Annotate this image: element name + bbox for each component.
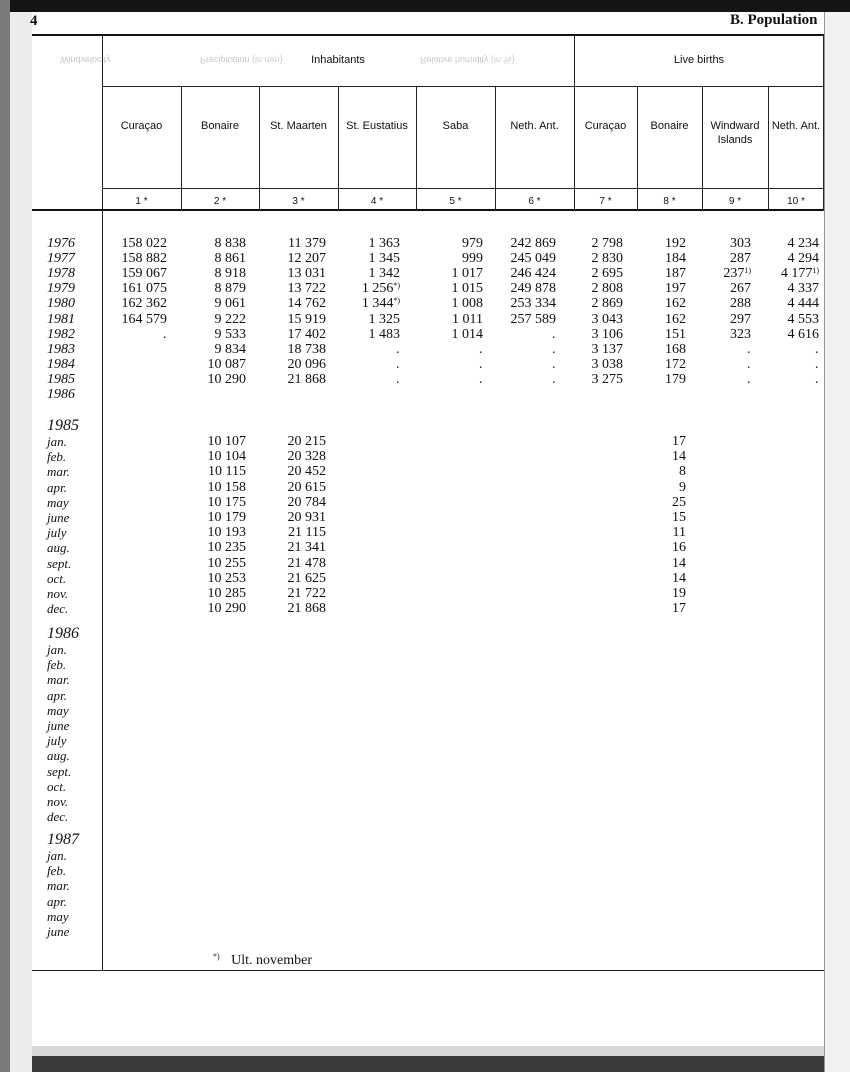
month-label: dec. xyxy=(47,601,69,617)
column-header: Bonaire xyxy=(201,120,239,132)
missing-marker: . xyxy=(479,341,483,357)
table-cell: 10 175 xyxy=(207,494,246,510)
table-cell: 162 362 xyxy=(121,296,167,312)
table-cell: 2 695 xyxy=(591,266,623,282)
table-cell: 9 xyxy=(679,479,686,495)
table-cell: 323 xyxy=(730,326,751,342)
month-label: sept. xyxy=(47,763,72,779)
table-cell: 4 444 xyxy=(787,296,819,312)
table-cell: 197 xyxy=(665,281,686,297)
year-label: 1983 xyxy=(47,341,75,357)
table-cell: 184 xyxy=(665,251,686,267)
year-label: 1976 xyxy=(47,236,75,251)
table-cell: 159 067 xyxy=(121,266,167,282)
table-cell: 1 345 xyxy=(368,251,400,267)
table-cell: 161 075 xyxy=(121,281,167,297)
year-label: 1986 xyxy=(47,387,75,402)
table-cell: 4 177$^{1)}$ xyxy=(780,266,819,282)
month-label: may xyxy=(47,702,69,718)
table-cell: 151 xyxy=(665,326,686,342)
table-cell: 9 061 xyxy=(214,296,246,312)
table-cell: 19 xyxy=(672,586,686,601)
footnote-mark: *) xyxy=(213,952,220,961)
table-cell: 21 341 xyxy=(287,540,326,556)
table-cell: 14 xyxy=(672,570,686,586)
month-label: jan. xyxy=(47,434,67,449)
table-cell: 1 256*) xyxy=(361,281,400,297)
year-label: 1977 xyxy=(47,251,75,267)
month-label: feb. xyxy=(47,657,67,673)
col-divider xyxy=(495,87,496,209)
table-cell: 8 xyxy=(679,464,686,480)
table-cell: 1 015 xyxy=(451,281,483,297)
year-label: 1979 xyxy=(47,281,75,297)
table-bottom-rule xyxy=(32,970,824,971)
table-cell: 10 253 xyxy=(207,570,246,586)
month-label: july xyxy=(47,733,67,749)
month-label: aug. xyxy=(47,540,70,556)
col-divider xyxy=(768,87,769,209)
section-title: B. Population xyxy=(730,12,818,28)
table-cell: 1 483 xyxy=(368,326,400,342)
table-cell: 3 043 xyxy=(591,311,623,327)
scan-bottom-border xyxy=(0,1056,850,1072)
group-live-births: Live births xyxy=(673,54,725,66)
month-label: apr. xyxy=(47,687,67,703)
table-cell: 172 xyxy=(665,356,686,372)
table-cell: 17 402 xyxy=(287,326,326,342)
year-label: 1981 xyxy=(47,311,75,327)
table-cell: 20 328 xyxy=(287,449,326,465)
missing-marker: . xyxy=(815,371,819,387)
scan-right-edge xyxy=(824,12,850,1072)
column-header: Curaçao xyxy=(120,120,163,132)
year-label: 1985 xyxy=(47,371,75,387)
column-number: 2 * xyxy=(213,196,227,207)
table-cell: 4 234 xyxy=(787,236,819,251)
table-cell: 10 104 xyxy=(207,449,246,465)
table-cell: 297 xyxy=(730,311,751,327)
table-cell: 237$^{1)}$ xyxy=(723,266,751,282)
table-cell: 10 290 xyxy=(207,371,246,387)
month-label: oct. xyxy=(47,778,67,794)
table-cell: 14 762 xyxy=(287,296,326,312)
table-cell: 2 869 xyxy=(591,296,623,312)
table-cell: 1 008 xyxy=(451,296,483,312)
scan-top-border xyxy=(0,0,850,12)
table-cell: 2 798 xyxy=(591,236,623,251)
table-cell: 15 xyxy=(672,510,686,525)
table-cell: 15 919 xyxy=(287,311,326,327)
table-cell: 25 xyxy=(672,494,686,510)
table-cell: 10 290 xyxy=(207,601,246,617)
table-cell: 8 918 xyxy=(214,266,246,282)
table-cell: 16 xyxy=(672,540,686,556)
table-cell: 168 xyxy=(665,341,686,357)
missing-marker: . xyxy=(552,341,556,357)
table-cell: 9 834 xyxy=(214,341,246,357)
month-label: jan. xyxy=(47,642,67,657)
table-cell: 1 342 xyxy=(368,266,400,282)
month-label: july xyxy=(47,525,67,541)
table-cell: 10 158 xyxy=(207,479,246,495)
table-cell: 1 325 xyxy=(368,311,400,327)
col-divider xyxy=(637,87,638,209)
column-number: 3 * xyxy=(292,196,305,207)
month-label: mar. xyxy=(47,878,70,894)
table-cell: 253 334 xyxy=(510,296,556,312)
table-cell: 8 861 xyxy=(214,251,246,267)
scan-left-shadow xyxy=(10,12,32,1072)
month-label: apr. xyxy=(47,479,67,495)
table-cell: 2 830 xyxy=(591,251,623,267)
month-label: sept. xyxy=(47,555,72,571)
missing-marker: . xyxy=(396,341,400,357)
month-label: nov. xyxy=(47,794,69,809)
month-label: nov. xyxy=(47,586,69,601)
table-cell: 10 087 xyxy=(207,356,246,372)
table-cell: 8 838 xyxy=(214,236,246,251)
table-cell: 20 452 xyxy=(287,464,326,480)
year-label: 1978 xyxy=(47,266,75,282)
table-cell: 10 255 xyxy=(207,555,246,571)
column-header: Neth. Ant. xyxy=(510,120,559,132)
missing-marker: . xyxy=(396,371,400,387)
table-cell: 10 193 xyxy=(207,525,246,541)
column-number: 8 * xyxy=(663,196,676,207)
block-year: 1987 xyxy=(47,831,79,848)
missing-marker: . xyxy=(163,326,167,342)
table-cell: 10 115 xyxy=(208,464,246,480)
missing-marker: . xyxy=(747,356,751,372)
table-cell: 192 xyxy=(665,236,686,251)
month-label: may xyxy=(47,494,69,510)
table-cell: 158 882 xyxy=(121,251,167,267)
column-number: 1 * xyxy=(135,196,148,207)
group-inhabitants: Inhabitants xyxy=(311,54,365,66)
table-cell: 287 xyxy=(730,251,751,267)
col-divider xyxy=(338,87,339,209)
month-label: dec. xyxy=(47,809,69,825)
table-cell: 1 344*) xyxy=(361,296,400,312)
month-label: feb. xyxy=(47,449,67,465)
table-cell: 10 107 xyxy=(207,434,246,449)
table-cell: 303 xyxy=(730,236,751,251)
month-label: jan. xyxy=(47,848,67,863)
table-cell: 11 379 xyxy=(288,236,326,251)
col-divider xyxy=(181,87,182,209)
group-header-rule xyxy=(102,86,824,87)
month-label: mar. xyxy=(47,464,70,480)
bleed-through-text: Windvelocity xyxy=(60,55,111,65)
missing-marker: . xyxy=(815,341,819,357)
missing-marker: . xyxy=(747,371,751,387)
col-divider xyxy=(416,87,417,209)
column-header: Curaçao xyxy=(584,120,627,132)
table-cell: 17 xyxy=(672,434,686,449)
table-cell: 21 868 xyxy=(287,371,326,387)
table-cell: 9 533 xyxy=(214,326,246,342)
table-cell: 158 022 xyxy=(121,236,167,251)
block-year: 1985 xyxy=(47,417,79,434)
bleed-through-text: Precipitation (in mm) xyxy=(200,55,283,65)
month-label: june xyxy=(47,718,70,733)
table-cell: 1 363 xyxy=(368,236,400,251)
column-header: Neth. Ant. xyxy=(771,120,821,132)
table-cell: 21 625 xyxy=(287,570,326,586)
column-header: St. Eustatius xyxy=(346,120,408,132)
table-cell: 10 235 xyxy=(207,540,246,556)
year-label: 1982 xyxy=(47,326,75,342)
table-cell: 21 478 xyxy=(287,555,326,571)
colno-rule-top xyxy=(102,188,824,189)
table-cell: 12 207 xyxy=(287,251,326,267)
table-cell: 162 xyxy=(665,296,686,312)
footnote xyxy=(213,953,312,969)
table-cell: 1 017 xyxy=(451,266,483,282)
table-cell: 4 294 xyxy=(787,251,819,267)
column-header: Saba xyxy=(442,120,469,132)
table-cell: 10 179 xyxy=(207,510,246,525)
month-label: june xyxy=(47,924,70,939)
table-cell: 21 115 xyxy=(288,525,326,541)
missing-marker: . xyxy=(552,326,556,342)
column-number: 4 * xyxy=(370,196,384,207)
column-number: 10 * xyxy=(787,196,805,207)
table-cell: 257 589 xyxy=(510,311,556,327)
table-cell: 162 xyxy=(665,311,686,327)
missing-marker: . xyxy=(815,356,819,372)
column-number: 6 * xyxy=(528,196,541,207)
month-label: feb. xyxy=(47,863,67,879)
table-cell: 20 931 xyxy=(287,510,326,525)
footnote-ref: *) xyxy=(393,296,400,306)
table-cell: 3 137 xyxy=(591,341,623,357)
table-cell: 14 xyxy=(672,555,686,571)
missing-marker: . xyxy=(479,371,483,387)
missing-marker: . xyxy=(479,356,483,372)
table-cell: 4 337 xyxy=(787,281,819,297)
month-label: mar. xyxy=(47,672,70,688)
table-cell: 14 xyxy=(672,449,686,465)
table-cell: 17 xyxy=(672,601,686,617)
year-label: 1980 xyxy=(47,296,75,312)
column-header: Bonaire xyxy=(650,120,689,132)
table-cell: 20 784 xyxy=(287,494,326,510)
missing-marker: . xyxy=(747,341,751,357)
table-cell: 1 011 xyxy=(452,311,483,327)
table-cell: 3 038 xyxy=(591,356,623,372)
table-cell: 20 215 xyxy=(287,434,326,449)
table-cell: 288 xyxy=(730,296,751,312)
table-cell: 979 xyxy=(462,236,483,251)
table-cell: 13 031 xyxy=(287,266,326,282)
missing-marker: . xyxy=(552,356,556,372)
month-label: may xyxy=(47,908,69,924)
table-cell: 4 616 xyxy=(787,326,819,342)
scan-left-border xyxy=(0,0,10,1072)
table-cell: 9 222 xyxy=(214,311,246,327)
bleed-through-text: Relative humidity (in %) xyxy=(420,55,515,65)
table-top-rule xyxy=(32,34,824,36)
table-cell: 20 615 xyxy=(287,479,326,495)
table-cell: 4 553 xyxy=(787,311,819,327)
table-cell: 164 579 xyxy=(121,311,167,327)
column-number: 5 * xyxy=(449,196,462,207)
table-cell: 1 014 xyxy=(451,326,483,342)
table-cell: 3 275 xyxy=(591,371,623,387)
column-header: Windward Islands xyxy=(710,120,760,146)
month-label: apr. xyxy=(47,893,67,909)
col-divider xyxy=(259,87,260,209)
table-cell: 21 722 xyxy=(287,586,326,601)
scan-bottom-shadow xyxy=(0,1046,850,1056)
table-cell: 11 xyxy=(672,525,686,541)
table-cell: 187 xyxy=(665,266,686,282)
footnote-ref: 1) xyxy=(744,266,751,276)
table-cell: 20 096 xyxy=(287,356,326,372)
table-cell: 13 722 xyxy=(287,281,326,297)
table-cell: 999 xyxy=(462,251,483,267)
footnote-text: Ult. november xyxy=(231,953,313,968)
table-cell: 3 106 xyxy=(591,326,623,342)
table-cell: 8 879 xyxy=(214,281,246,297)
table-cell: 246 424 xyxy=(510,266,556,282)
col-divider xyxy=(102,35,103,970)
table-cell: 2 808 xyxy=(591,281,623,297)
table-cell: 10 285 xyxy=(207,586,246,601)
table-cell: 242 869 xyxy=(510,236,556,251)
month-label: oct. xyxy=(47,570,67,586)
block-year: 1986 xyxy=(47,625,79,642)
missing-marker: . xyxy=(396,356,400,372)
column-header: St. Maarten xyxy=(270,120,327,132)
table-cell: 267 xyxy=(730,281,751,297)
column-number: 7 * xyxy=(599,196,612,207)
table-cell: 245 049 xyxy=(510,251,556,267)
missing-marker: . xyxy=(552,371,556,387)
col-divider xyxy=(702,87,703,209)
page-number: 4 xyxy=(30,13,38,29)
table-cell: 18 738 xyxy=(287,341,326,357)
column-number: 9 * xyxy=(728,196,742,207)
month-label: june xyxy=(47,510,70,525)
month-label: aug. xyxy=(47,748,70,764)
table-cell: 179 xyxy=(665,371,686,387)
footnote-ref: 1) xyxy=(812,266,819,276)
footnote-ref: *) xyxy=(393,281,400,291)
header-bottom-rule xyxy=(32,209,824,211)
table-cell: 249 878 xyxy=(510,281,556,297)
year-label: 1984 xyxy=(47,356,75,372)
table-cell: 21 868 xyxy=(287,601,326,617)
